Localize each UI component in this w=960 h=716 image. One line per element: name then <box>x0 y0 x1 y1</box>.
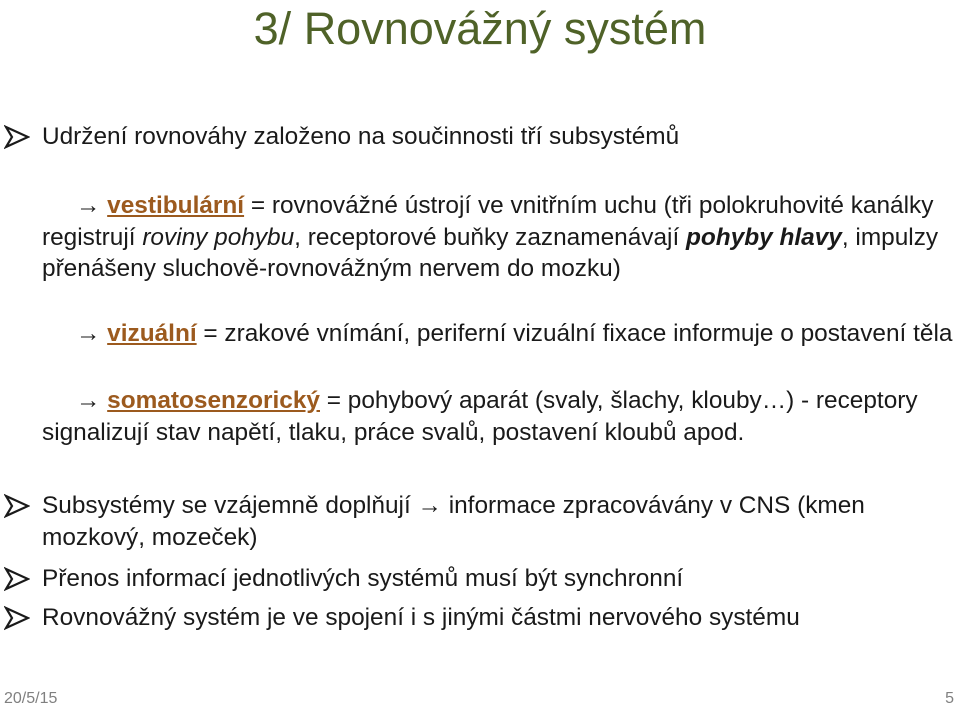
vestibular-text-1: = rovnovážné ústrojí ve vnitřním uchu (tři polokruhovité kanálky registrují <box>42 192 934 251</box>
right-arrow-icon: → <box>76 192 101 219</box>
bullet-item-3: Přenos informací jednotlivých systémů musí být synchronní <box>42 565 684 592</box>
term-vestibular: vestibulární <box>107 192 245 219</box>
arrowhead-bullet-icon <box>4 605 30 631</box>
bullet-2-text-b: informace zpracovávány v CNS (kmen mozkový, mozeček) <box>42 492 865 551</box>
arrowhead-bullet-icon <box>4 124 30 150</box>
term-visual: vizuální <box>107 320 197 347</box>
right-arrow-icon: → <box>76 387 101 414</box>
slide-title: 3/ Rovnovážný systém <box>253 3 707 54</box>
somatosensory-paragraph <box>42 385 954 448</box>
arrowhead-bullet-icon <box>4 566 30 592</box>
page-number: 5 <box>945 690 954 707</box>
visual-text: = zrakové vnímání, periferní vizuální fixace informuje o postavení těla <box>196 320 953 347</box>
somatosensory-text: = pohybový aparát (svaly, šlachy, klouby…) - receptory signalizují stav napětí, tlaku, práce svalů, postavení kloubů apod. <box>42 387 918 446</box>
arrowhead-bullet-icon <box>4 493 30 519</box>
vestibular-italic-1: roviny pohybu <box>142 223 295 251</box>
bullet-2-text-a: Subsystémy se vzájemně doplňují <box>42 492 418 519</box>
footer-date: 20/5/15 <box>4 690 58 707</box>
right-arrow-icon: → <box>417 492 442 519</box>
vestibular-text-3: , impulzy přenášeny sluchově-rovnovážným nervem do mozku) <box>42 223 939 282</box>
visual-paragraph <box>42 318 954 350</box>
vestibular-paragraph <box>42 190 954 285</box>
bullet-item-2 <box>42 490 954 553</box>
vestibular-italic-2: pohyby hlavy <box>686 223 842 251</box>
bullet-item-4: Rovnovážný systém je ve spojení i s jinými částmi nervového systému <box>42 604 800 631</box>
bullet-item-1: Udržení rovnováhy založeno na součinnosti tří subsystémů <box>42 123 680 150</box>
right-arrow-icon: → <box>76 320 101 347</box>
term-somatosensory: somatosenzorický <box>107 387 320 414</box>
vestibular-text-2: , receptorové buňky zaznamenávají <box>294 223 686 251</box>
